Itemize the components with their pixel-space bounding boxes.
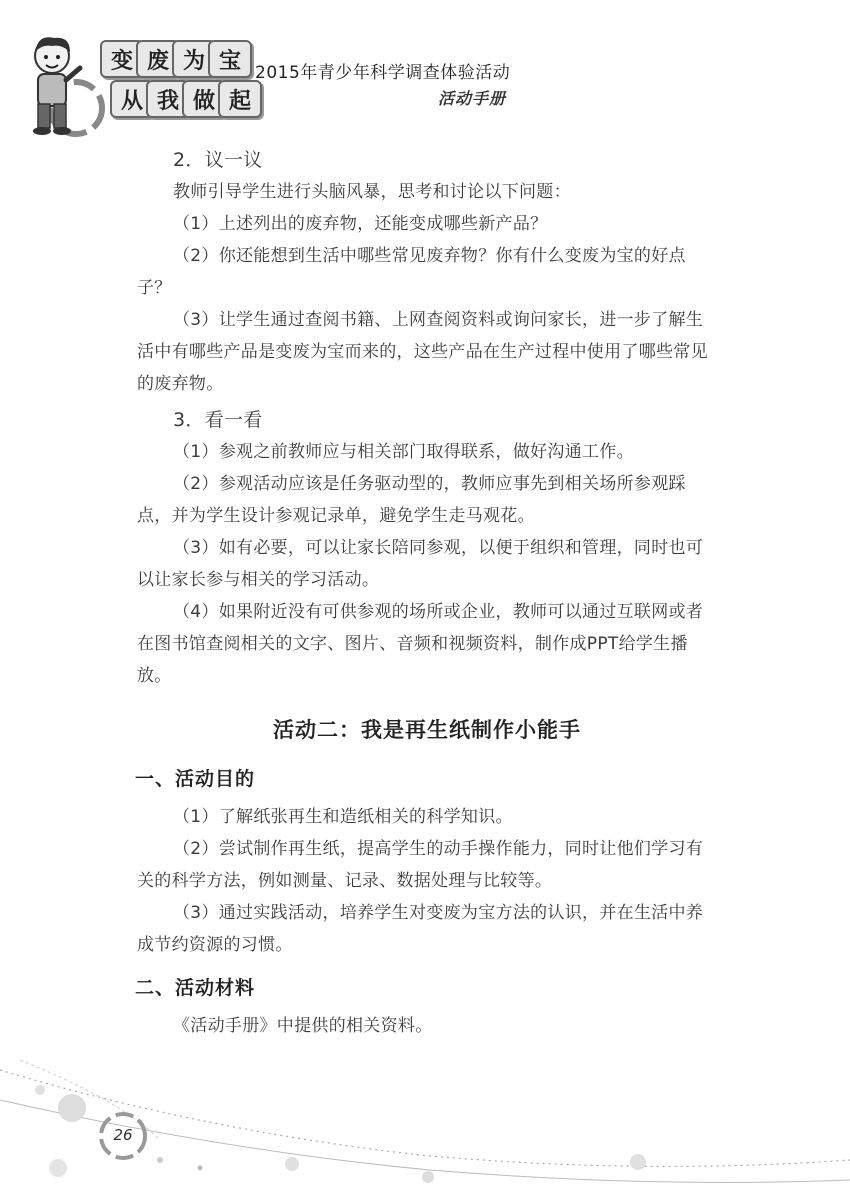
page-number: 26 xyxy=(113,1126,133,1144)
header-title: 2015年青少年科学调查体验活动 xyxy=(255,63,511,83)
section-2-heading: 二、活动材料 xyxy=(135,977,256,999)
s3-paragraph-4: （4）如果附近没有可供参观的场所或企业，教师可以通过互联网或者在图书馆查阅相关的文字、图片、音频和视频资料，制作成PPT给学生播放。 xyxy=(137,602,704,686)
logo-char-4: 宝 xyxy=(208,40,252,78)
s3-paragraph-2: （2）参观活动应该是任务驱动型的，教师应事先到相关场所参观踩点，并为学生设计参观记录单，避免学生走马观花。 xyxy=(137,474,686,526)
s2-paragraph-2: （1）上述列出的废弃物，还能变成哪些新产品？ xyxy=(173,214,548,234)
logo-char-6: 我 xyxy=(146,80,190,118)
logo-char-1: 变 xyxy=(100,40,144,78)
s3-heading: 3．看一看 xyxy=(173,409,263,431)
s3-paragraph-1: （1）参观之前教师应与相关部门取得联系，做好沟通工作。 xyxy=(173,442,634,462)
section-1-heading: 一、活动目的 xyxy=(135,768,256,790)
s2-paragraph-1: 教师引导学生进行头脑风暴，思考和讨论以下问题： xyxy=(173,182,571,202)
activity-title: 活动二：我是再生纸制作小能手 xyxy=(273,718,581,742)
logo-char-3: 为 xyxy=(172,40,216,78)
sec1-paragraph-3: （3）通过实践活动，培养学生对变废为宝方法的认识，并在生活中养成节约资源的习惯。 xyxy=(137,903,704,955)
logo-char-7: 做 xyxy=(182,80,226,118)
s2-heading: 2．议一议 xyxy=(173,149,263,171)
footer-decoration xyxy=(0,1040,850,1195)
page-header xyxy=(0,0,850,140)
sec1-paragraph-1: （1）了解纸张再生和造纸相关的科学知识。 xyxy=(173,807,513,827)
logo-char-2: 废 xyxy=(136,40,180,78)
s3-paragraph-3: （3）如有必要，可以让家长陪同参观，以便于组织和管理，同时也可以让家长参与相关的学习活动。 xyxy=(137,538,704,590)
header-subtitle: 活动手册 xyxy=(438,89,507,108)
logo-char-8: 起 xyxy=(218,80,262,118)
logo-char-5: 从 xyxy=(110,80,154,118)
page-content xyxy=(137,140,717,1042)
s2-paragraph-3: （2）你还能想到生活中哪些常见废弃物？你有什么变废为宝的好点子？ xyxy=(137,246,686,298)
mascot-illustration xyxy=(18,30,108,140)
sec2-paragraph-1: 《活动手册》中提供的相关资料。 xyxy=(173,1016,433,1036)
sec1-paragraph-2: （2）尝试制作再生纸，提高学生的动手操作能力，同时让他们学习有关的科学方法，例如测量、记录、数据处理与比较等。 xyxy=(137,839,704,891)
s2-paragraph-4: （3）让学生通过查阅书籍、上网查阅资料或询问家长，进一步了解生活中有哪些产品是变废为宝而来的，这些产品在生产过程中使用了哪些常见的废弃物。 xyxy=(137,310,708,394)
